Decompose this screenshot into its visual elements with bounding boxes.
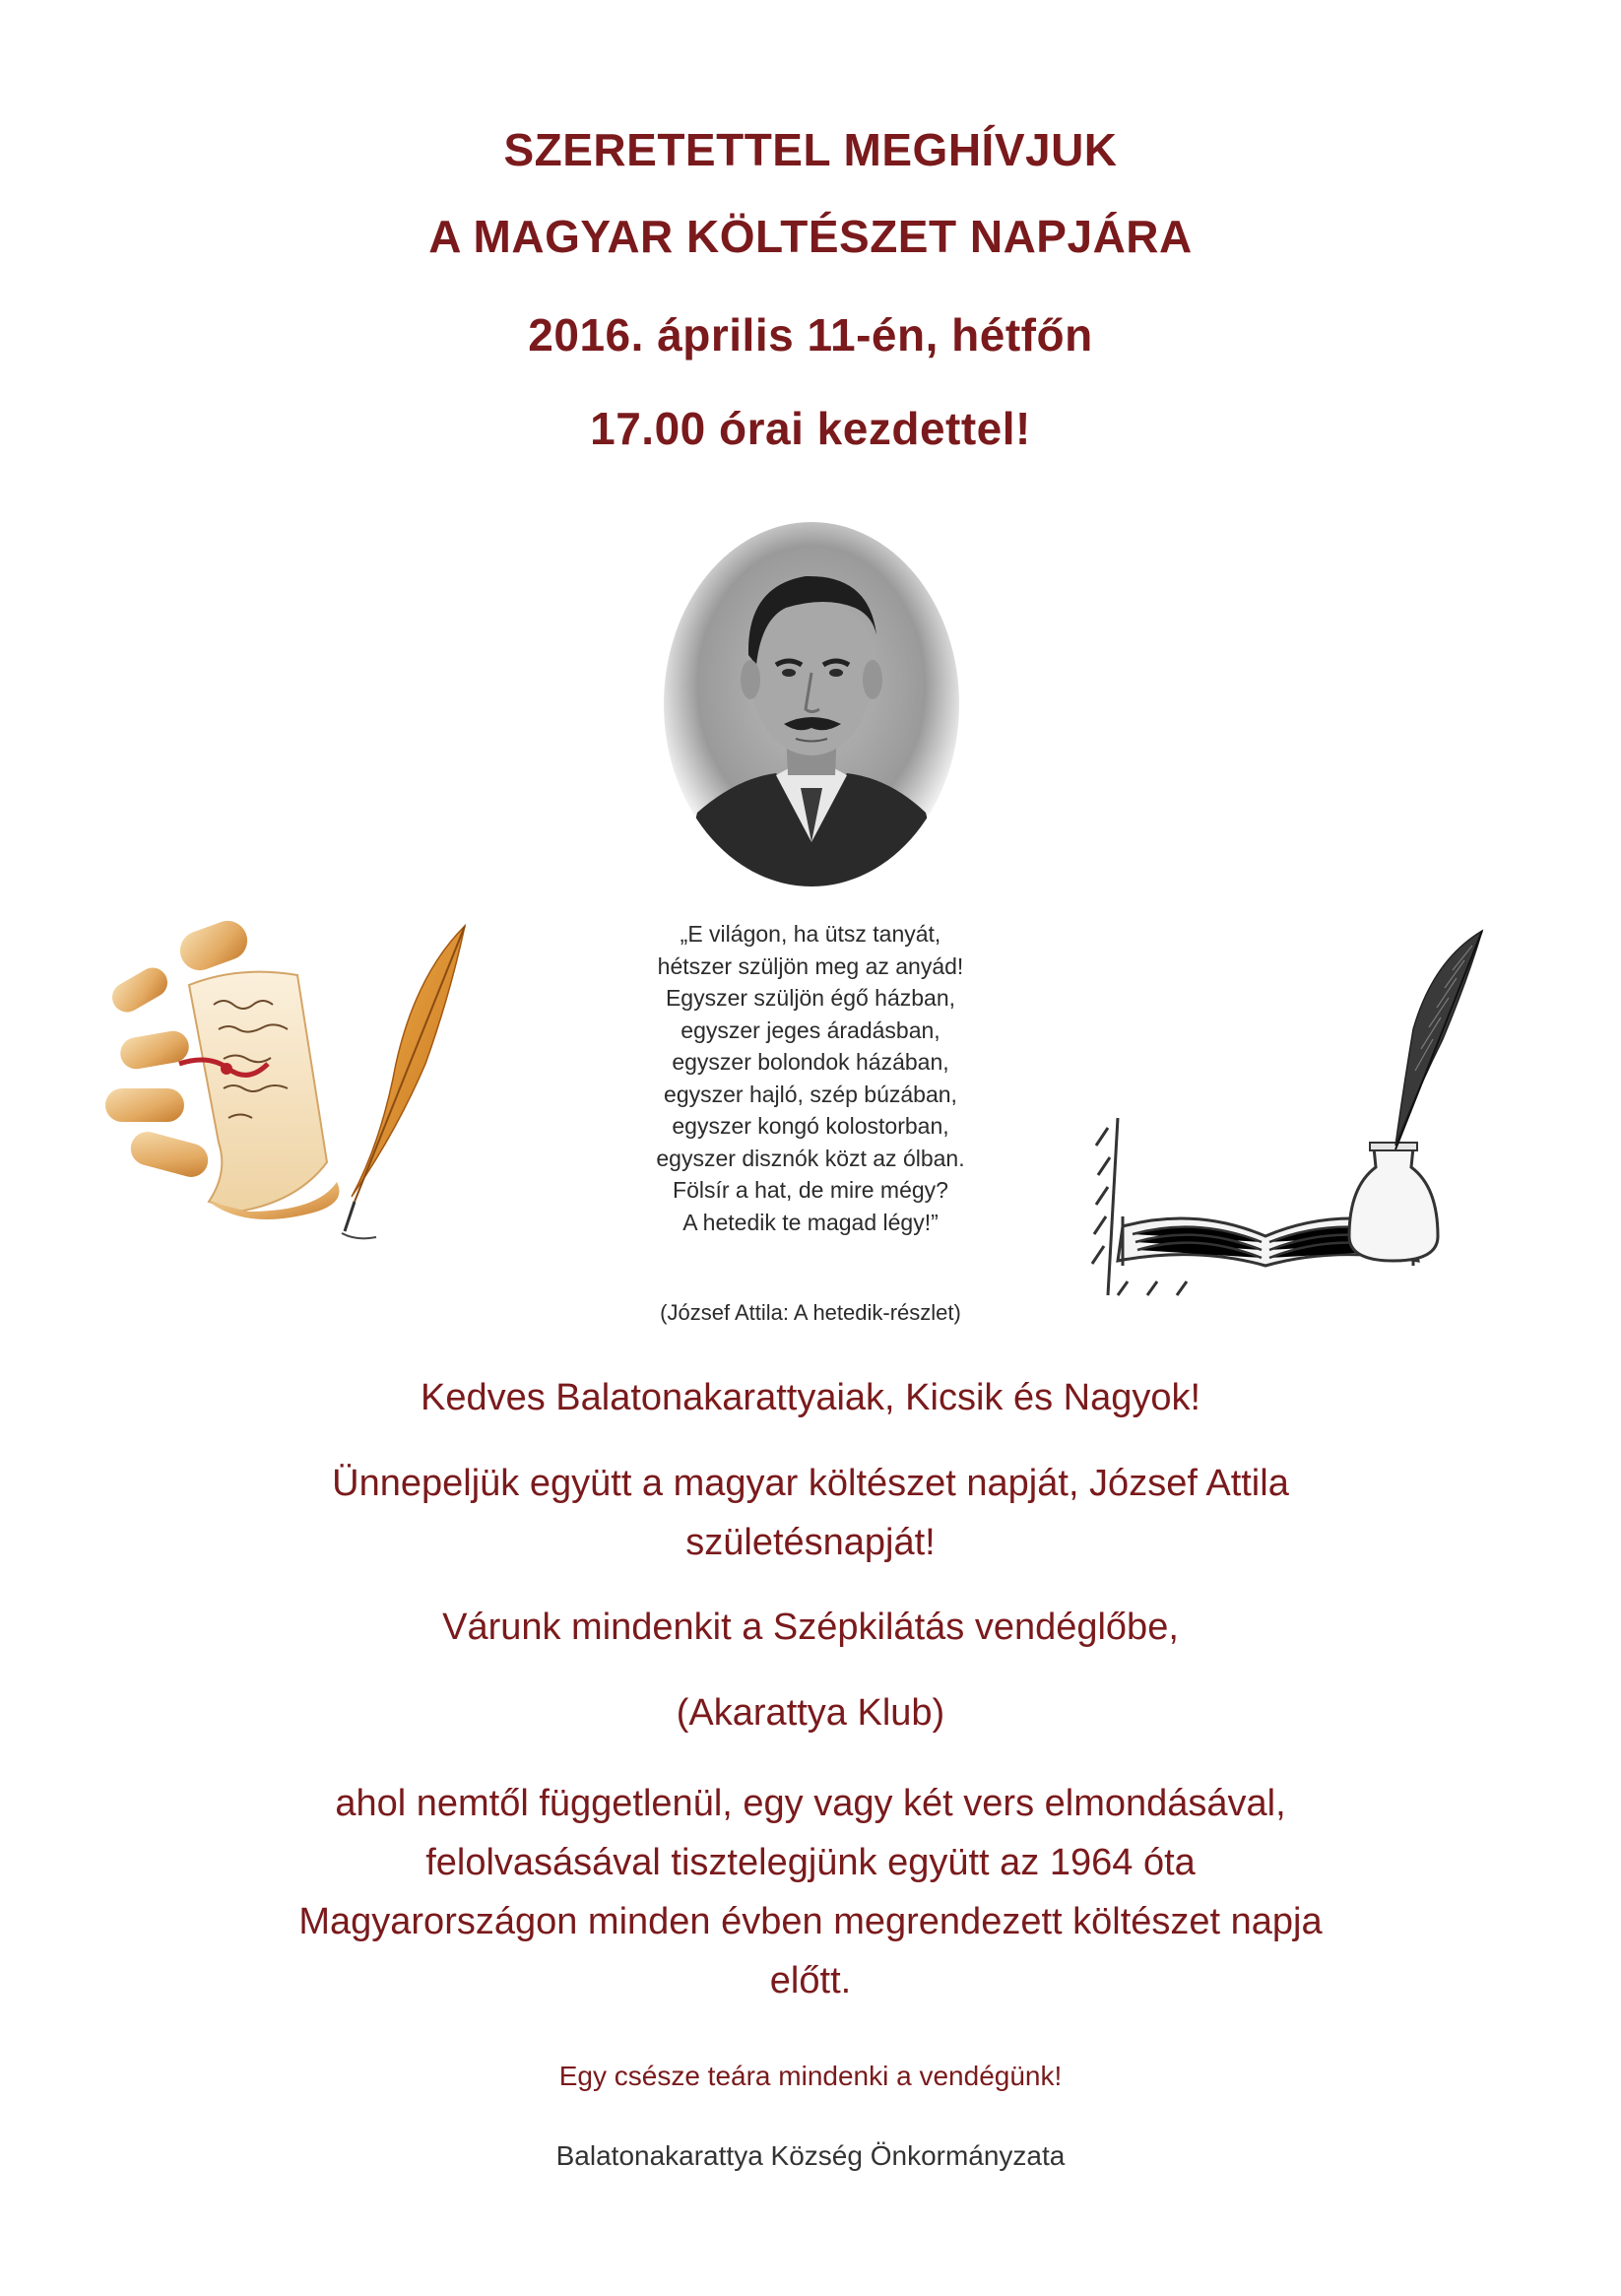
venue-club-text: (Akarattya Klub) — [676, 1692, 945, 1734]
celebrate-line-2: születésnapját! — [685, 1522, 936, 1563]
venue-text: Várunk mindenkit a Szépkilátás vendéglőbe, — [442, 1607, 1179, 1648]
details-line-2: felolvasásával tisztelegjünk együtt az 1964 óta — [425, 1842, 1196, 1883]
heading-date: 2016. április 11-én, hétfőn — [528, 309, 1093, 361]
details-line-4: előtt. — [769, 1960, 852, 2001]
heading-time: 17.00 órai kezdettel! — [590, 403, 1031, 454]
poem-line: egyszer jeges áradásban, — [681, 1017, 940, 1043]
details-line-3: Magyarországon minden évben megrendezett költészet napja — [298, 1901, 1323, 1942]
poet-portrait-image — [658, 517, 965, 891]
poem-line: Fölsír a hat, de mire mégy? — [673, 1177, 948, 1203]
poem-line: A hetedik te magad légy!” — [682, 1209, 939, 1235]
poem-source: (József Attila: A hetedik-részlet) — [660, 1300, 961, 1325]
celebrate-line-1: Ünnepeljük együtt a magyar költészet napját, József Attila — [332, 1463, 1289, 1504]
poem-line: egyszer hajló, szép búzában, — [664, 1081, 957, 1107]
poem-line: „E világon, ha ütsz tanyát, — [680, 921, 941, 947]
heading-line-1: SZERETETTEL MEGHÍVJUK — [503, 124, 1118, 175]
greeting-text: Kedves Balatonakarattyaiak, Kicsik és Nagyok! — [420, 1377, 1201, 1418]
poem-line: hétszer szüljön meg az anyád! — [657, 952, 964, 979]
poem-line: Egyszer szüljön égő házban, — [665, 985, 956, 1011]
book-inkwell-illustration — [1078, 921, 1502, 1305]
poem-line: egyszer disznók közt az ólban. — [656, 1145, 965, 1171]
organizer-text: Balatonakarattya Község Önkormányzata — [555, 2140, 1066, 2171]
heading-line-2: A MAGYAR KÖLTÉSZET NAPJÁRA — [428, 211, 1193, 262]
tea-text: Egy csésze teára mindenki a vendégünk! — [558, 2061, 1063, 2091]
details-line-1: ahol nemtől függetlenül, egy vagy két vers elmondásával, — [335, 1783, 1286, 1824]
poem-line: egyszer bolondok házában, — [672, 1049, 949, 1075]
poem-line: egyszer kongó kolostorban, — [672, 1113, 949, 1139]
